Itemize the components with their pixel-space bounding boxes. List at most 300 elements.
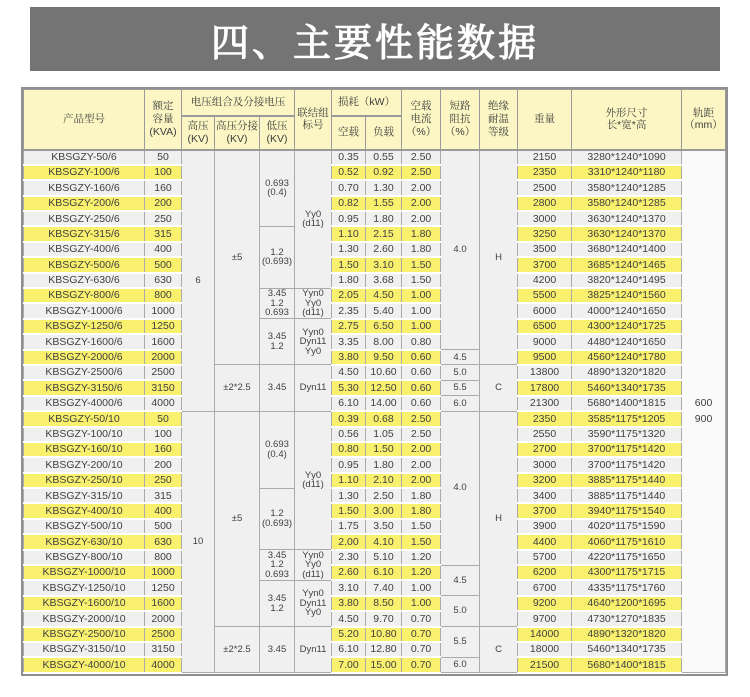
product-model-cell: KBSGZY-200/6 xyxy=(24,196,145,211)
hv-tap-cell: ±2*2.5 xyxy=(215,365,260,411)
rated-capacity-cell: 4000 xyxy=(145,657,182,672)
weight-cell: 21500 xyxy=(518,657,572,672)
weight-cell: 3700 xyxy=(518,503,572,518)
no-load-loss-cell: 0.52 xyxy=(332,165,366,180)
no-load-current-cell: 0.70 xyxy=(402,627,441,642)
dimensions-cell: 5680*1400*1815 xyxy=(572,396,682,411)
dimensions-cell: 4730*1270*1835 xyxy=(572,611,682,626)
dimensions-cell: 3590*1175*1320 xyxy=(572,427,682,442)
no-load-current-cell: 0.60 xyxy=(402,365,441,380)
weight-cell: 4200 xyxy=(518,273,572,288)
no-load-loss-cell: 3.80 xyxy=(332,596,366,611)
product-model-cell: KBSGZY-315/6 xyxy=(24,226,145,241)
product-model-cell: KBSGZY-800/10 xyxy=(24,550,145,565)
load-loss-cell: 8.00 xyxy=(366,334,402,349)
impedance-cell: 5.5 xyxy=(441,627,480,658)
product-model-cell: KBSGZY-500/10 xyxy=(24,519,145,534)
load-loss-cell: 4.50 xyxy=(366,288,402,303)
weight-cell: 6700 xyxy=(518,580,572,595)
no-load-current-cell: 2.00 xyxy=(402,196,441,211)
weight-cell: 18000 xyxy=(518,642,572,657)
dimensions-cell: 3630*1240*1370 xyxy=(572,226,682,241)
table-row xyxy=(24,303,726,318)
product-model-cell: KBSGZY-2000/6 xyxy=(24,350,145,365)
table-row xyxy=(24,427,726,442)
weight-cell: 13800 xyxy=(518,365,572,380)
dimensions-cell: 5460*1340*1735 xyxy=(572,642,682,657)
rated-capacity-cell: 1000 xyxy=(145,303,182,318)
header-no-load-loss: 空载 xyxy=(332,116,366,150)
dimensions-cell: 4480*1240*1650 xyxy=(572,334,682,349)
weight-cell: 3000 xyxy=(518,211,572,226)
weight-cell: 2350 xyxy=(518,165,572,180)
vector-group-cell: Dyn11 xyxy=(295,365,332,411)
weight-cell: 2550 xyxy=(518,427,572,442)
table-row xyxy=(24,534,726,549)
rated-capacity-cell: 100 xyxy=(145,427,182,442)
rated-capacity-cell: 500 xyxy=(145,519,182,534)
load-loss-cell: 6.50 xyxy=(366,319,402,334)
load-loss-cell: 3.10 xyxy=(366,257,402,272)
rated-capacity-cell: 1250 xyxy=(145,319,182,334)
weight-cell: 3500 xyxy=(518,242,572,257)
table-row xyxy=(24,642,726,657)
weight-cell: 3200 xyxy=(518,473,572,488)
weight-cell: 3250 xyxy=(518,226,572,241)
table-header xyxy=(24,90,726,150)
rated-capacity-cell: 630 xyxy=(145,273,182,288)
dimensions-cell: 4000*1240*1650 xyxy=(572,303,682,318)
impedance-cell: 6.0 xyxy=(441,657,480,672)
table-row xyxy=(24,334,726,349)
vector-group-cell: Yyn0 Yy0 (d11) xyxy=(295,550,332,581)
no-load-current-cell: 0.70 xyxy=(402,657,441,672)
table-row xyxy=(24,550,726,565)
no-load-loss-cell: 0.80 xyxy=(332,442,366,457)
hv-tap-cell: ±5 xyxy=(215,150,260,365)
no-load-loss-cell: 0.56 xyxy=(332,427,366,442)
weight-cell: 2500 xyxy=(518,180,572,195)
no-load-current-cell: 1.00 xyxy=(402,303,441,318)
load-loss-cell: 9.70 xyxy=(366,611,402,626)
product-model-cell: KBSGZY-630/10 xyxy=(24,534,145,549)
product-model-cell: KBSGZY-2500/6 xyxy=(24,365,145,380)
no-load-loss-cell: 6.10 xyxy=(332,396,366,411)
dimensions-cell: 4300*1240*1725 xyxy=(572,319,682,334)
rated-capacity-cell: 50 xyxy=(145,411,182,426)
product-model-cell: KBSGZY-400/6 xyxy=(24,242,145,257)
table-row xyxy=(24,503,726,518)
dimensions-cell: 5680*1400*1815 xyxy=(572,657,682,672)
header-insulation: 绝缘 耐温 等级 xyxy=(480,90,518,150)
page-title: 四、主要性能数据 xyxy=(30,7,720,71)
table-row xyxy=(24,365,726,380)
load-loss-cell: 3.00 xyxy=(366,503,402,518)
no-load-current-cell: 1.20 xyxy=(402,550,441,565)
lv-voltage-cell: 3.45 1.2 0.693 xyxy=(260,550,295,581)
product-model-cell: KBSGZY-100/10 xyxy=(24,427,145,442)
rated-capacity-cell: 250 xyxy=(145,473,182,488)
no-load-current-cell: 1.80 xyxy=(402,503,441,518)
no-load-loss-cell: 1.30 xyxy=(332,242,366,257)
dimensions-cell: 5460*1340*1735 xyxy=(572,380,682,395)
rated-capacity-cell: 160 xyxy=(145,180,182,195)
table-row xyxy=(24,257,726,272)
rated-capacity-cell: 1600 xyxy=(145,596,182,611)
load-loss-cell: 8.50 xyxy=(366,596,402,611)
product-model-cell: KBSGZY-200/10 xyxy=(24,457,145,472)
weight-cell: 5700 xyxy=(518,550,572,565)
table-row xyxy=(24,226,726,241)
weight-cell: 3700 xyxy=(518,257,572,272)
dimensions-cell: 3820*1240*1495 xyxy=(572,273,682,288)
rail-gauge-cell: 600 900 xyxy=(682,150,726,673)
rated-capacity-cell: 1000 xyxy=(145,565,182,580)
rated-capacity-cell: 800 xyxy=(145,550,182,565)
no-load-loss-cell: 1.75 xyxy=(332,519,366,534)
dimensions-cell: 3885*1175*1440 xyxy=(572,473,682,488)
no-load-current-cell: 2.50 xyxy=(402,165,441,180)
product-model-cell: KBSGZY-3150/6 xyxy=(24,380,145,395)
rated-capacity-cell: 400 xyxy=(145,242,182,257)
no-load-current-cell: 2.50 xyxy=(402,150,441,165)
lv-voltage-cell: 3.45 xyxy=(260,627,295,673)
dimensions-cell: 4060*1175*1610 xyxy=(572,534,682,549)
vector-group-cell: Dyn11 xyxy=(295,627,332,673)
product-model-cell: KBSGZY-315/10 xyxy=(24,488,145,503)
no-load-current-cell: 1.00 xyxy=(402,319,441,334)
rated-capacity-cell: 2000 xyxy=(145,611,182,626)
no-load-loss-cell: 1.30 xyxy=(332,488,366,503)
header-voltage-group: 电压组合及分接电压 xyxy=(182,90,295,116)
hv-voltage-cell: 10 xyxy=(182,411,215,673)
table-row xyxy=(24,596,726,611)
load-loss-cell: 3.68 xyxy=(366,273,402,288)
header-weight: 重量 xyxy=(518,90,572,150)
product-model-cell: KBSGZY-1000/6 xyxy=(24,303,145,318)
impedance-cell: 5.0 xyxy=(441,596,480,627)
no-load-current-cell: 2.50 xyxy=(402,427,441,442)
table-row xyxy=(24,211,726,226)
load-loss-cell: 12.50 xyxy=(366,380,402,395)
rated-capacity-cell: 3150 xyxy=(145,380,182,395)
no-load-current-cell: 1.50 xyxy=(402,519,441,534)
dimensions-cell: 3885*1175*1440 xyxy=(572,488,682,503)
load-loss-cell: 2.15 xyxy=(366,226,402,241)
weight-cell: 2350 xyxy=(518,411,572,426)
no-load-loss-cell: 3.35 xyxy=(332,334,366,349)
vector-group-cell: Yyn0 Yy0 (d11) xyxy=(295,288,332,319)
insulation-class-cell: H xyxy=(480,150,518,365)
dimensions-cell: 4335*1175*1760 xyxy=(572,580,682,595)
rated-capacity-cell: 1250 xyxy=(145,580,182,595)
no-load-current-cell: 1.80 xyxy=(402,488,441,503)
weight-cell: 2150 xyxy=(518,150,572,165)
header-rail-gauge: 轨距 （mm） xyxy=(682,90,726,150)
table-row xyxy=(24,165,726,180)
rated-capacity-cell: 4000 xyxy=(145,396,182,411)
weight-cell: 3900 xyxy=(518,519,572,534)
header-dimensions: 外形尺寸 长*宽*高 xyxy=(572,90,682,150)
product-model-cell: KBSGZY-3150/10 xyxy=(24,642,145,657)
no-load-loss-cell: 7.00 xyxy=(332,657,366,672)
dimensions-cell: 4220*1175*1650 xyxy=(572,550,682,565)
load-loss-cell: 3.50 xyxy=(366,519,402,534)
insulation-class-cell: C xyxy=(480,365,518,411)
dimensions-cell: 4640*1200*1695 xyxy=(572,596,682,611)
load-loss-cell: 1.80 xyxy=(366,211,402,226)
dimensions-cell: 3310*1240*1180 xyxy=(572,165,682,180)
header-rated-capacity: 额定 容量 (KVA) xyxy=(145,90,182,150)
rated-capacity-cell: 3150 xyxy=(145,642,182,657)
product-model-cell: KBSGZY-630/6 xyxy=(24,273,145,288)
no-load-current-cell: 2.00 xyxy=(402,180,441,195)
rated-capacity-cell: 200 xyxy=(145,196,182,211)
no-load-loss-cell: 5.30 xyxy=(332,380,366,395)
impedance-cell: 6.0 xyxy=(441,396,480,411)
weight-cell: 2800 xyxy=(518,196,572,211)
product-model-cell: KBSGZY-400/10 xyxy=(24,503,145,518)
dimensions-cell: 4890*1320*1820 xyxy=(572,627,682,642)
dimensions-cell: 3280*1240*1090 xyxy=(572,150,682,165)
rated-capacity-cell: 2500 xyxy=(145,627,182,642)
vector-group-cell: Yyn0 Dyn11 Yy0 xyxy=(295,580,332,626)
dimensions-cell: 3585*1175*1205 xyxy=(572,411,682,426)
table-row xyxy=(24,627,726,642)
lv-voltage-cell: 3.45 1.2 0.693 xyxy=(260,288,295,319)
lv-voltage-cell: 0.693 (0.4) xyxy=(260,411,295,488)
load-loss-cell: 1.50 xyxy=(366,442,402,457)
load-loss-cell: 2.10 xyxy=(366,473,402,488)
no-load-loss-cell: 2.30 xyxy=(332,550,366,565)
dimensions-cell: 3700*1175*1420 xyxy=(572,442,682,457)
rated-capacity-cell: 2500 xyxy=(145,365,182,380)
load-loss-cell: 1.55 xyxy=(366,196,402,211)
dimensions-cell: 3630*1240*1370 xyxy=(572,211,682,226)
rated-capacity-cell: 1600 xyxy=(145,334,182,349)
rated-capacity-cell: 315 xyxy=(145,488,182,503)
no-load-loss-cell: 0.39 xyxy=(332,411,366,426)
table-row xyxy=(24,319,726,334)
product-model-cell: KBSGZY-1250/10 xyxy=(24,580,145,595)
load-loss-cell: 2.50 xyxy=(366,488,402,503)
product-model-cell: KBSGZY-2000/10 xyxy=(24,611,145,626)
product-model-cell: KBSGZY-1600/10 xyxy=(24,596,145,611)
dimensions-cell: 3580*1240*1285 xyxy=(572,180,682,195)
vector-group-cell: Yyn0 Dyn11 Yy0 xyxy=(295,319,332,365)
weight-cell: 17800 xyxy=(518,380,572,395)
product-model-cell: KBSGZY-100/6 xyxy=(24,165,145,180)
no-load-current-cell: 1.50 xyxy=(402,257,441,272)
weight-cell: 9200 xyxy=(518,596,572,611)
product-model-cell: KBSGZY-250/10 xyxy=(24,473,145,488)
lv-voltage-cell: 3.45 1.2 xyxy=(260,319,295,365)
load-loss-cell: 7.40 xyxy=(366,580,402,595)
dimensions-cell: 3680*1240*1400 xyxy=(572,242,682,257)
rated-capacity-cell: 500 xyxy=(145,257,182,272)
no-load-current-cell: 0.70 xyxy=(402,642,441,657)
table-row xyxy=(24,350,726,365)
load-loss-cell: 1.05 xyxy=(366,427,402,442)
header-hv: 高压 (KV) xyxy=(182,116,215,150)
header-no-load-current: 空载 电流 （%） xyxy=(402,90,441,150)
no-load-loss-cell: 1.80 xyxy=(332,273,366,288)
no-load-loss-cell: 0.35 xyxy=(332,150,366,165)
rated-capacity-cell: 400 xyxy=(145,503,182,518)
insulation-class-cell: H xyxy=(480,411,518,626)
no-load-loss-cell: 3.80 xyxy=(332,350,366,365)
header-hv-tap: 高压分接 (KV) xyxy=(215,116,260,150)
no-load-current-cell: 2.00 xyxy=(402,457,441,472)
weight-cell: 14000 xyxy=(518,627,572,642)
impedance-cell: 5.5 xyxy=(441,380,480,395)
table-row xyxy=(24,442,726,457)
no-load-loss-cell: 0.70 xyxy=(332,180,366,195)
no-load-current-cell: 2.50 xyxy=(402,411,441,426)
weight-cell: 3400 xyxy=(518,488,572,503)
dimensions-cell: 3825*1240*1560 xyxy=(572,288,682,303)
no-load-loss-cell: 1.10 xyxy=(332,473,366,488)
lv-voltage-cell: 1.2 (0.693) xyxy=(260,226,295,288)
no-load-loss-cell: 3.10 xyxy=(332,580,366,595)
no-load-loss-cell: 2.75 xyxy=(332,319,366,334)
no-load-loss-cell: 4.50 xyxy=(332,365,366,380)
no-load-loss-cell: 0.95 xyxy=(332,211,366,226)
dimensions-cell: 4300*1175*1715 xyxy=(572,565,682,580)
table-row xyxy=(24,380,726,395)
dimensions-cell: 3700*1175*1420 xyxy=(572,457,682,472)
rated-capacity-cell: 315 xyxy=(145,226,182,241)
no-load-current-cell: 2.00 xyxy=(402,211,441,226)
no-load-current-cell: 1.20 xyxy=(402,565,441,580)
load-loss-cell: 6.10 xyxy=(366,565,402,580)
table-row xyxy=(24,565,726,580)
hv-tap-cell: ±2*2.5 xyxy=(215,627,260,673)
no-load-loss-cell: 1.10 xyxy=(332,226,366,241)
table-body xyxy=(24,150,726,673)
load-loss-cell: 15.00 xyxy=(366,657,402,672)
rated-capacity-cell: 630 xyxy=(145,534,182,549)
no-load-loss-cell: 1.50 xyxy=(332,257,366,272)
product-model-cell: KBSGZY-4000/10 xyxy=(24,657,145,672)
no-load-current-cell: 0.60 xyxy=(402,396,441,411)
table-row xyxy=(24,580,726,595)
header-lv: 低压 (KV) xyxy=(260,116,295,150)
no-load-loss-cell: 5.20 xyxy=(332,627,366,642)
no-load-loss-cell: 2.35 xyxy=(332,303,366,318)
header-impedance: 短路 阻抗 （%） xyxy=(441,90,480,150)
impedance-cell: 4.0 xyxy=(441,411,480,565)
product-model-cell: KBSGZY-1250/6 xyxy=(24,319,145,334)
no-load-current-cell: 1.50 xyxy=(402,534,441,549)
product-model-cell: KBSGZY-800/6 xyxy=(24,288,145,303)
rated-capacity-cell: 50 xyxy=(145,150,182,165)
table-row xyxy=(24,457,726,472)
rated-capacity-cell: 2000 xyxy=(145,350,182,365)
no-load-loss-cell: 1.50 xyxy=(332,503,366,518)
product-model-cell: KBSGZY-2500/10 xyxy=(24,627,145,642)
load-loss-cell: 2.60 xyxy=(366,242,402,257)
product-model-cell: KBSGZY-50/6 xyxy=(24,150,145,165)
weight-cell: 3000 xyxy=(518,457,572,472)
dimensions-cell: 4020*1175*1590 xyxy=(572,519,682,534)
load-loss-cell: 10.80 xyxy=(366,627,402,642)
no-load-loss-cell: 6.10 xyxy=(332,642,366,657)
header-load-loss: 负载 xyxy=(366,116,402,150)
dimensions-cell: 3685*1240*1465 xyxy=(572,257,682,272)
no-load-current-cell: 0.60 xyxy=(402,380,441,395)
dimensions-cell: 4890*1320*1820 xyxy=(572,365,682,380)
dimensions-cell: 4560*1240*1780 xyxy=(572,350,682,365)
product-model-cell: KBSGZY-250/6 xyxy=(24,211,145,226)
no-load-current-cell: 0.80 xyxy=(402,334,441,349)
no-load-current-cell: 1.00 xyxy=(402,288,441,303)
table-row xyxy=(24,411,726,426)
table-row xyxy=(24,150,726,165)
no-load-current-cell: 0.60 xyxy=(402,350,441,365)
no-load-loss-cell: 0.82 xyxy=(332,196,366,211)
no-load-current-cell: 1.80 xyxy=(402,242,441,257)
weight-cell: 21300 xyxy=(518,396,572,411)
rated-capacity-cell: 800 xyxy=(145,288,182,303)
impedance-cell: 5.0 xyxy=(441,365,480,380)
load-loss-cell: 1.80 xyxy=(366,457,402,472)
rated-capacity-cell: 200 xyxy=(145,457,182,472)
load-loss-cell: 1.30 xyxy=(366,180,402,195)
lv-voltage-cell: 3.45 1.2 xyxy=(260,580,295,626)
product-model-cell: KBSGZY-160/10 xyxy=(24,442,145,457)
no-load-loss-cell: 0.95 xyxy=(332,457,366,472)
weight-cell: 9000 xyxy=(518,334,572,349)
load-loss-cell: 0.68 xyxy=(366,411,402,426)
weight-cell: 4400 xyxy=(518,534,572,549)
weight-cell: 6500 xyxy=(518,319,572,334)
table-row xyxy=(24,396,726,411)
impedance-cell: 4.5 xyxy=(441,350,480,365)
weight-cell: 2700 xyxy=(518,442,572,457)
vector-group-cell: Yy0 (d11) xyxy=(295,411,332,550)
table-row xyxy=(24,242,726,257)
table-row xyxy=(24,519,726,534)
product-model-cell: KBSGZY-1600/6 xyxy=(24,334,145,349)
load-loss-cell: 5.10 xyxy=(366,550,402,565)
weight-cell: 5500 xyxy=(518,288,572,303)
no-load-current-cell: 1.80 xyxy=(402,226,441,241)
dimensions-cell: 3940*1175*1540 xyxy=(572,503,682,518)
impedance-cell: 4.5 xyxy=(441,565,480,596)
rated-capacity-cell: 100 xyxy=(145,165,182,180)
load-loss-cell: 9.50 xyxy=(366,350,402,365)
lv-voltage-cell: 1.2 (0.693) xyxy=(260,488,295,550)
performance-table xyxy=(21,87,728,676)
header-vector-group: 联结组 标号 xyxy=(295,90,332,150)
product-model-cell: KBSGZY-50/10 xyxy=(24,411,145,426)
weight-cell: 6200 xyxy=(518,565,572,580)
table-row xyxy=(24,288,726,303)
lv-voltage-cell: 0.693 (0.4) xyxy=(260,150,295,227)
product-model-cell: KBSGZY-1000/10 xyxy=(24,565,145,580)
no-load-current-cell: 2.00 xyxy=(402,442,441,457)
load-loss-cell: 10.60 xyxy=(366,365,402,380)
load-loss-cell: 14.00 xyxy=(366,396,402,411)
no-load-loss-cell: 4.50 xyxy=(332,611,366,626)
no-load-loss-cell: 2.00 xyxy=(332,534,366,549)
product-model-cell: KBSGZY-500/6 xyxy=(24,257,145,272)
load-loss-cell: 0.55 xyxy=(366,150,402,165)
product-model-cell: KBSGZY-160/6 xyxy=(24,180,145,195)
dimensions-cell: 3580*1240*1285 xyxy=(572,196,682,211)
table-row xyxy=(24,273,726,288)
